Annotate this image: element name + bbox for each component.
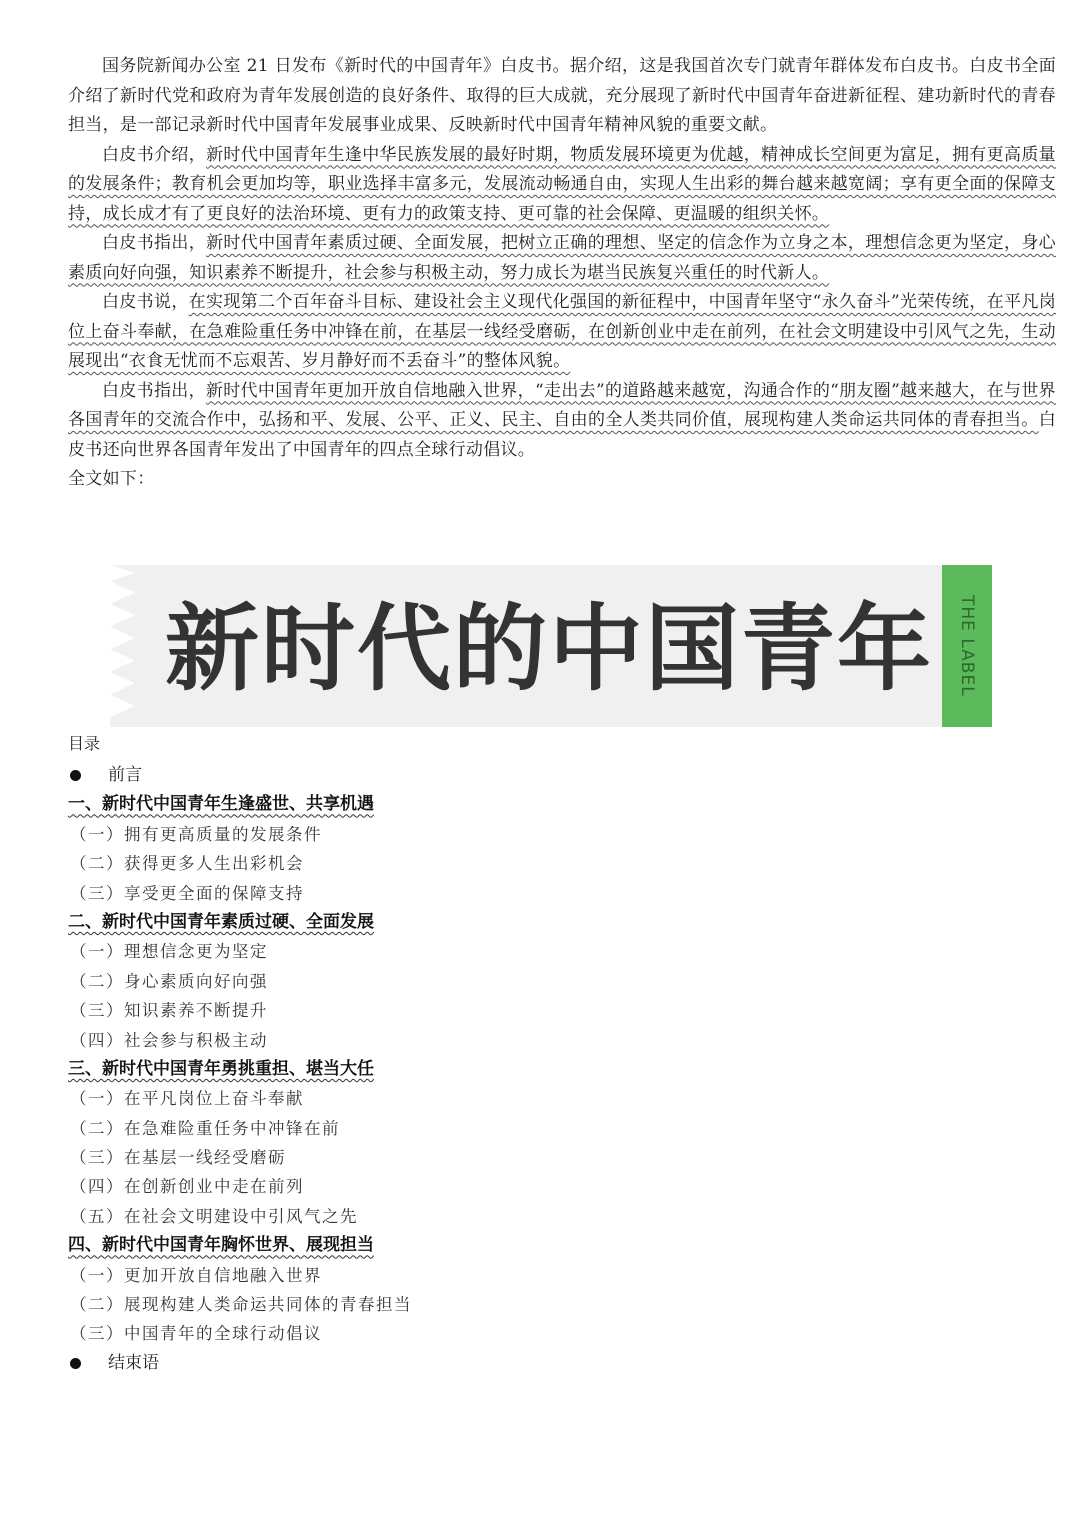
toc-item: （三）知识素养不断提升 (70, 1001, 268, 1021)
toc-section-3: 三、新时代中国青年勇挑重担、堪当大任 (68, 1058, 374, 1079)
highlighted-text: 在实现第二个百年奋斗目标、建设社会主义现代化强国的新征程中，中国青年坚守“永久奋斗”光荣传统，在平凡岗位上奋斗奉献，在急难险重任务中冲锋在前，在基层一线经受磨砺，在创新创业中走在前列，在社会文明建设中引风气之先，生动展现出“衣食无忧而不忘艰苦、岁月静好而不丢奋斗”的整体风貌。 (68, 292, 1056, 371)
label-tab (942, 565, 992, 727)
intro-paragraph-4 (68, 288, 1056, 377)
toc-title: 目录 (68, 734, 101, 753)
fulltext-label: 全文如下： (68, 469, 155, 489)
toc-item: （四）社会参与积极主动 (70, 1030, 268, 1050)
paragraph-lead: 白皮书说， (102, 292, 189, 312)
toc-item: （二）在急难险重任务中冲锋在前 (70, 1118, 340, 1138)
paragraph-lead: 白皮书介绍， (102, 144, 207, 165)
paragraph-tail: 白皮书还向世界各国青年发出了中国青年的四点全球行动倡议。 (68, 410, 1056, 460)
toc-conclusion (68, 1349, 768, 1378)
intro-paragraph-5 (68, 377, 1056, 466)
toc-item: （三）享受更全面的保障支持 (70, 883, 304, 903)
toc-preface-label: 前言 (108, 765, 142, 785)
toc-conclusion-label: 结束语 (108, 1352, 159, 1373)
highlighted-text: 新时代中国青年生逢中华民族发展的最好时期，物质发展环境更为优越，精神成长空间更为富足，拥有更高质量的发展条件；教育机会更加均等，职业选择丰富多元，发展流动畅通自由，实现人生出彩的舞台越来越宽阔；享有更全面的保障支持，成长成才有了更良好的法治环境、更有力的政策支持、更可靠的社会保障、更温暖的组织关怀。 (68, 144, 1056, 224)
paragraph-lead: 白皮书指出， (102, 233, 207, 253)
toc-item: （四）在创新创业中走在前列 (70, 1177, 304, 1197)
toc-item: （三）中国青年的全球行动倡议 (70, 1324, 322, 1344)
toc-item: （二）获得更多人生出彩机会 (70, 854, 304, 874)
toc-section-2: 二、新时代中国青年素质过硬、全面发展 (68, 911, 374, 932)
toc-item: （二）身心素质向好向强 (70, 971, 268, 991)
intro-section (68, 52, 1056, 495)
bullet-icon (70, 1358, 81, 1369)
toc-item: （三）在基层一线经受磨砺 (70, 1148, 286, 1168)
toc-item: （五）在社会文明建设中引风气之先 (70, 1206, 358, 1226)
highlighted-text: 新时代中国青年素质过硬、全面发展，把树立正确的理想、坚定的信念作为立身之本，理想信念更为坚定，身心素质向好向强，知识素养不断提升，社会参与积极主动，努力成长为堪当民族复兴重任的时代新人。 (68, 233, 1056, 283)
intro-paragraph-2 (68, 141, 1056, 230)
toc-item: （二）展现构建人类命运共同体的青春担当 (70, 1295, 412, 1315)
toc-section-1: 一、新时代中国青年生逢盛世、共享机遇 (68, 794, 374, 815)
bullet-icon (70, 770, 81, 781)
intro-paragraph-3 (68, 229, 1056, 288)
highlighted-text: 新时代中国青年更加开放自信地融入世界，“走出去”的道路越来越宽，沟通合作的“朋友圈”越来越大，在与世界各国青年的交流合作中，弘扬和平、发展、公平、正义、民主、自由的全人类共同价值，展现构建人类命运共同体的青春担当。 (68, 380, 1056, 430)
toc-item: （一）拥有更高质量的发展条件 (70, 824, 322, 844)
banner-title: 新时代的中国青年 (165, 595, 934, 704)
toc-item: （一）更加开放自信地融入世界 (70, 1265, 322, 1285)
toc-item: （一）在平凡岗位上奋斗奉献 (70, 1089, 304, 1109)
toc-preface (68, 761, 768, 790)
intro-paragraph-1: 国务院新闻办公室 21 日发布《新时代的中国青年》白皮书。据介绍，这是我国首次专门就青年群体发布白皮书。白皮书全面介绍了新时代党和政府为青年发展创造的良好条件、取得的巨大成就，充分展现了新时代中国青年奋进新征程、建功新时代的青春担当，是一部记录新时代中国青年发展事业成果、反映新时代中国青年精神风貌的重要文献。 (68, 56, 1056, 135)
toc-section-4: 四、新时代中国青年胸怀世界、展现担当 (68, 1235, 374, 1256)
table-of-contents (68, 729, 768, 1378)
toc-item: （一）理想信念更为坚定 (70, 942, 268, 962)
paragraph-lead: 白皮书指出， (102, 380, 206, 401)
label-tab-text: THE LABEL (957, 595, 977, 697)
